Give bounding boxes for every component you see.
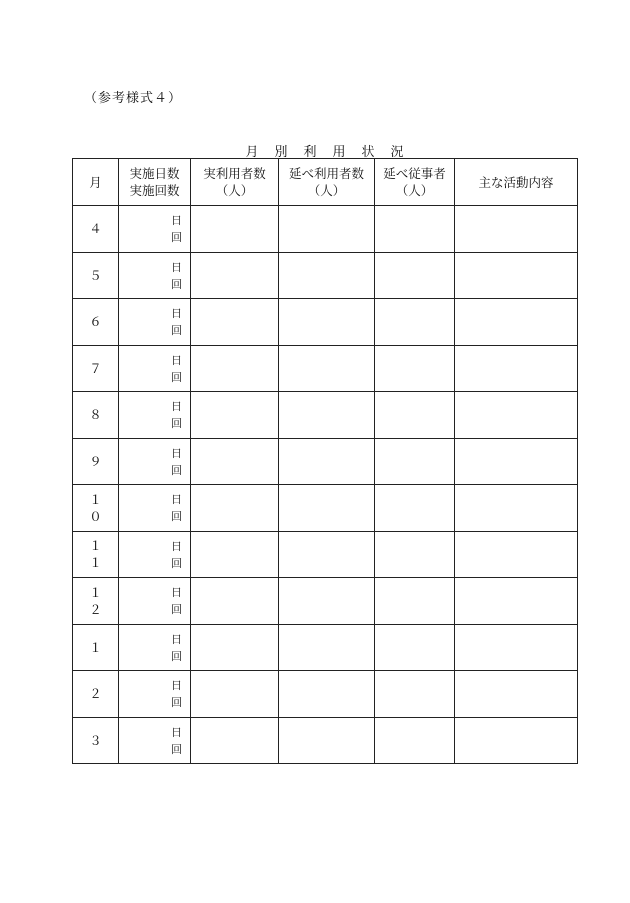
unit-day-label: 日 [171,400,182,413]
month-cell: １０ [73,485,119,532]
unit-times-label: 回 [171,649,182,663]
unit-times-label: 回 [171,231,182,244]
month-cell: ４ [73,206,119,253]
unit-day-label: 日 [171,725,182,739]
total-users-cell[interactable] [279,717,375,764]
staff-cell[interactable] [375,206,455,253]
unit-times-label: 回 [171,463,182,477]
users-cell[interactable] [191,206,279,253]
unit-times-label: 回 [171,603,182,616]
days-cell[interactable] [119,299,191,346]
page-title: 月別利用状況 [245,145,420,160]
table-row [73,624,578,671]
unit-day-label: 日 [171,679,182,692]
header-users [191,159,279,206]
table-row [73,717,578,764]
total-users-cell[interactable] [279,578,375,625]
users-cell[interactable] [191,485,279,532]
total-users-cell[interactable] [279,485,375,532]
activities-cell[interactable] [455,717,578,764]
unit-day-label: 日 [171,586,182,599]
month-cell: ８ [73,392,119,439]
total-users-cell[interactable] [279,345,375,392]
days-cell[interactable] [119,578,191,625]
table-row [73,206,578,253]
total-users-cell[interactable] [279,392,375,439]
staff-cell[interactable] [375,252,455,299]
unit-day-label: 日 [171,307,182,320]
month-cell: １２ [73,578,119,625]
days-cell[interactable] [119,624,191,671]
unit-day-label: 日 [171,493,182,506]
header-staff [375,159,455,206]
unit-times-label: 回 [171,417,182,430]
header-users-line2: （人） [215,183,254,198]
staff-cell[interactable] [375,717,455,764]
activities-cell[interactable] [455,299,578,346]
days-cell[interactable] [119,531,191,578]
staff-cell[interactable] [375,345,455,392]
users-cell[interactable] [191,345,279,392]
unit-times-label: 回 [171,370,182,384]
header-total-users-line1: 延べ利用者数 [288,166,364,181]
activities-cell[interactable] [455,578,578,625]
table-row [73,531,578,578]
activities-cell[interactable] [455,252,578,299]
unit-times-label: 回 [171,742,182,756]
staff-cell[interactable] [375,299,455,346]
days-cell[interactable] [119,671,191,718]
total-users-cell[interactable] [279,438,375,485]
staff-cell[interactable] [375,438,455,485]
month-cell: ７ [73,345,119,392]
header-staff-line2: （人） [395,183,434,198]
users-cell[interactable] [191,299,279,346]
unit-day-label: 日 [171,446,182,460]
total-users-cell[interactable] [279,531,375,578]
staff-cell[interactable] [375,485,455,532]
header-activities: 主な活動内容 [455,159,578,206]
days-cell[interactable] [119,717,191,764]
activities-cell[interactable] [455,438,578,485]
days-cell[interactable] [119,438,191,485]
unit-day-label: 日 [171,353,182,367]
activities-cell[interactable] [455,206,578,253]
total-users-cell[interactable] [279,624,375,671]
monthly-usage-table [72,158,578,764]
users-cell[interactable] [191,624,279,671]
unit-day-label: 日 [171,632,182,646]
month-cell: ３ [73,717,119,764]
table-row [73,392,578,439]
users-cell[interactable] [191,438,279,485]
users-cell[interactable] [191,252,279,299]
activities-cell[interactable] [455,671,578,718]
month-cell: ２ [73,671,119,718]
activities-cell[interactable] [455,485,578,532]
header-users-line1: 実利用者数 [203,166,266,181]
staff-cell[interactable] [375,624,455,671]
table-row [73,485,578,532]
unit-times-label: 回 [171,324,182,337]
table-row [73,345,578,392]
form-label: （参考様式４） [84,91,183,106]
days-cell[interactable] [119,345,191,392]
days-cell[interactable] [119,485,191,532]
users-cell[interactable] [191,531,279,578]
unit-times-label: 回 [171,556,182,570]
staff-cell[interactable] [375,392,455,439]
total-users-cell[interactable] [279,206,375,253]
unit-times-label: 回 [171,696,182,709]
days-cell[interactable] [119,206,191,253]
table-row [73,671,578,718]
month-cell: ６ [73,299,119,346]
table-row [73,252,578,299]
table-header-row [73,159,578,206]
unit-day-label: 日 [171,214,182,227]
days-cell[interactable] [119,252,191,299]
days-cell[interactable] [119,392,191,439]
activities-cell[interactable] [455,392,578,439]
unit-day-label: 日 [171,539,182,553]
header-days-line2: 実施回数 [129,183,180,198]
table-row [73,578,578,625]
unit-times-label: 回 [171,510,182,523]
table-row [73,438,578,485]
activities-cell[interactable] [455,531,578,578]
users-cell[interactable] [191,392,279,439]
staff-cell[interactable] [375,531,455,578]
total-users-cell[interactable] [279,252,375,299]
month-cell: ５ [73,252,119,299]
activities-cell[interactable] [455,345,578,392]
staff-cell[interactable] [375,578,455,625]
staff-cell[interactable] [375,671,455,718]
header-days-line1: 実施日数 [129,166,180,181]
table-row [73,299,578,346]
unit-day-label: 日 [171,260,182,274]
header-staff-line1: 延べ従事者 [383,166,446,181]
users-cell[interactable] [191,671,279,718]
unit-times-label: 回 [171,277,182,291]
month-cell: １１ [73,531,119,578]
activities-cell[interactable] [455,624,578,671]
month-cell: １ [73,624,119,671]
header-total-users [279,159,375,206]
header-month: 月 [73,159,119,206]
header-days [119,159,191,206]
total-users-cell[interactable] [279,299,375,346]
users-cell[interactable] [191,717,279,764]
total-users-cell[interactable] [279,671,375,718]
users-cell[interactable] [191,578,279,625]
month-cell: ９ [73,438,119,485]
header-total-users-line2: （人） [307,183,346,198]
